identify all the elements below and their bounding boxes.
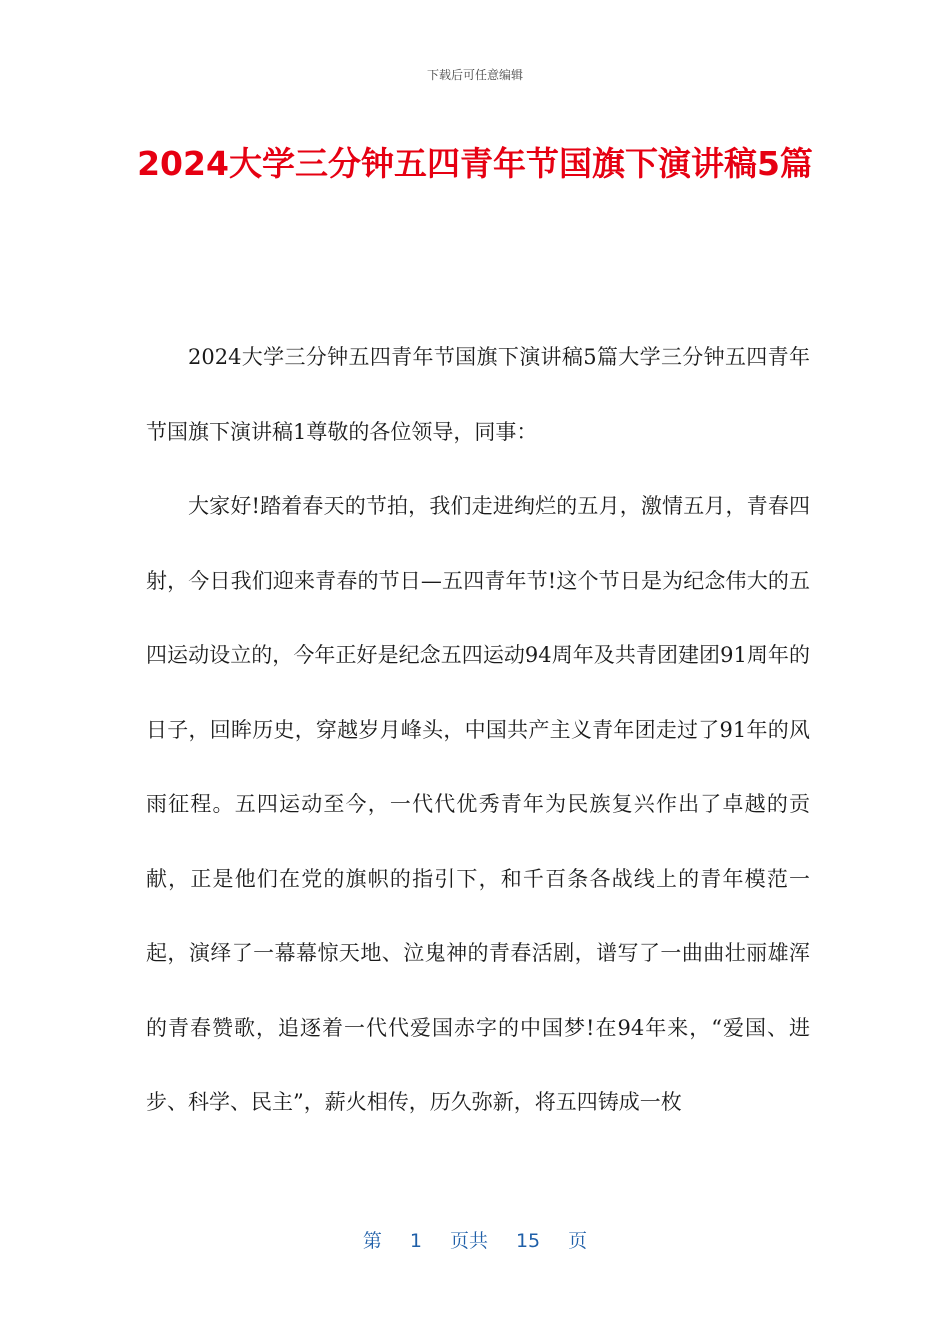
paragraph: 大家好!踏着春天的节拍，我们走进绚烂的五月，激情五月，青春四射，今日我们迎来青春的节日—五四青年节!这个节日是为纪念伟大的五四运动设立的，今年正好是纪念五四运动94周年及共青团建团91周年的日子，回眸历史，穿越岁月峰头，中国共产主义青年团走过了91年的风雨征程。五四运动至今，一代代优秀青年为民族复兴作出了卓越的贡献，正是他们在党的旗帜的指引下，和千百条各战线上的青年模范一起，演绎了一幕幕惊天地、泣鬼神的青春活剧，谱写了一曲曲壮丽雄浑的青春赞歌，追逐着一代代爱国赤字的中国梦!在94年来，“爱国、进步、科学、民主”，薪火相传，历久弥新，将五四铸成一枚 [146, 494, 810, 1114]
footer-total-pages: 15 [515, 1230, 541, 1252]
page-footer [0, 1226, 950, 1253]
paragraph: 2024大学三分钟五四青年节国旗下演讲稿5篇大学三分钟五四青年节国旗下演讲稿1尊敬的各位领导，同事： [146, 345, 810, 444]
footer-suffix: 页 [568, 1230, 588, 1252]
footer-middle: 页共 [449, 1230, 488, 1252]
document-title: 2024大学三分钟五四青年节国旗下演讲稿5篇 [137, 144, 813, 183]
document-body [146, 320, 810, 1140]
header-note: 下载后可任意编辑 [426, 68, 523, 82]
footer-current-page: 1 [409, 1230, 422, 1252]
footer-prefix: 第 [362, 1230, 382, 1252]
